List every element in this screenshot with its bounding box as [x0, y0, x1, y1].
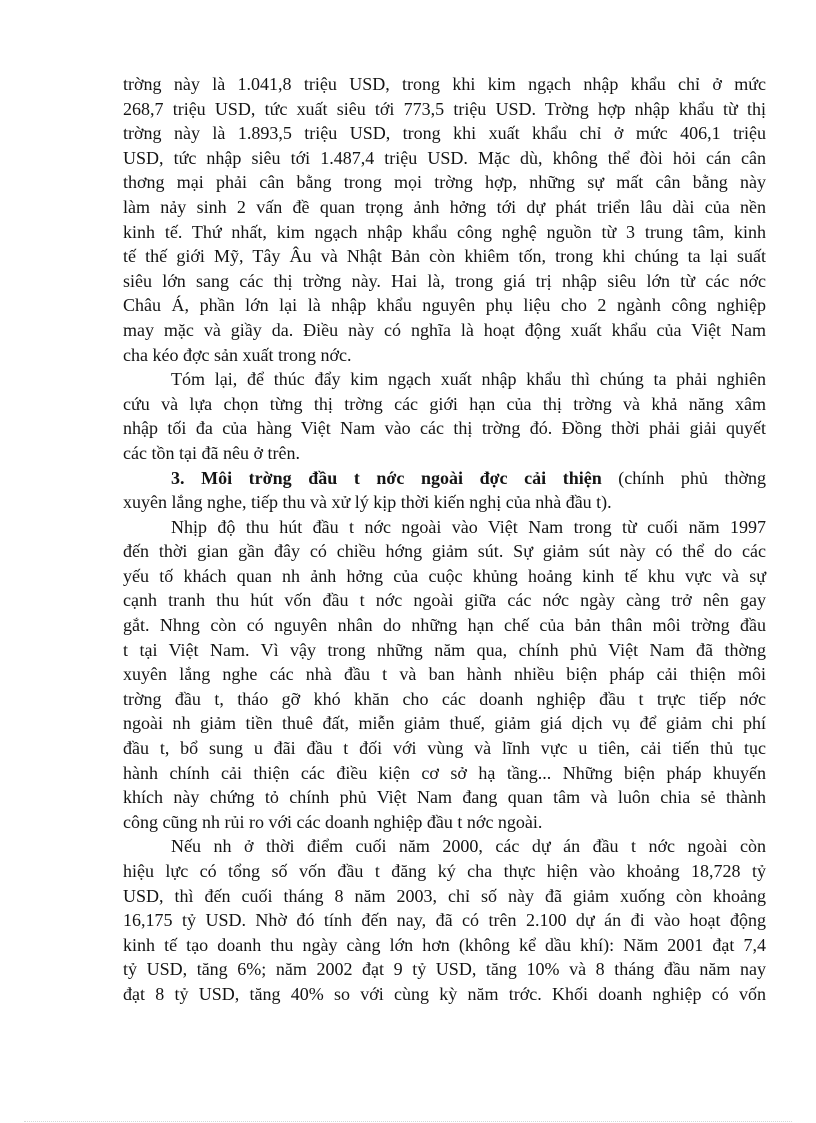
text-line: yếu tố khách quan nh ảnh hởng của cuộc khủng hoảng kinh tế khu vực và sự	[123, 565, 766, 586]
text-line: thơng mại phải cân bằng trong mọi trờng hợp, những sự mất cân bằng này	[123, 172, 766, 193]
text-line: may mặc và giầy da. Điều này có nghĩa là hoạt động xuất khẩu của Việt Nam	[123, 319, 766, 340]
text-line: tỷ USD, tăng 6%; năm 2002 đạt 9 tỷ USD, tăng 10% và 8 tháng đầu năm nay	[123, 959, 766, 980]
text-line: kinh tế tạo doanh thu ngày càng lớn hơn (không kể dầu khí): Năm 2001 đạt 7,4	[123, 934, 766, 955]
paragraph-summary	[123, 367, 766, 465]
page-bottom-rule	[24, 1121, 792, 1122]
text-line: cứu và lựa chọn từng thị trờng các giới hạn của thị trờng và khả năng xâm	[123, 393, 766, 414]
text-line: gắt. Nhng còn có nguyên nhân do những hạn chế của bản thân môi trờng đầu	[123, 615, 766, 636]
text-line: Tóm lại, để thúc đẩy kim ngạch xuất nhập khẩu thì chúng ta phải nghiên	[171, 369, 766, 390]
text-line: kinh tế. Thứ nhất, kim ngạch nhập khẩu công nghệ nguồn từ 3 trung tâm, kinh	[123, 221, 766, 242]
text-line: 268,7 triệu USD, tức xuất siêu tới 773,5 triệu USD. Trờng hợp nhập khẩu từ thị	[123, 98, 766, 119]
document-page	[123, 72, 766, 1007]
text-line: cha kéo đợc sản xuất trong nớc.	[123, 344, 352, 365]
text-line: khích này chứng tỏ chính phủ Việt Nam đang quan tâm và luôn chia sẻ thành	[123, 787, 766, 808]
text-line: làm nảy sinh 2 vấn đề quan trọng ảnh hởng tới dự phát triển lâu dài của nền	[123, 196, 766, 217]
text-line: Châu Á, phần lớn lại là nhập khẩu nguyên phụ liệu cho 2 ngành công nghiệp	[123, 295, 766, 316]
text-line: xuyên lắng nghe các nhà đầu t và ban hành nhiều biện pháp cải thiện môi	[123, 664, 766, 685]
text-line: USD, thì đến cuối tháng 8 năm 2003, chỉ số này đã giảm xuống còn khoảng	[123, 885, 766, 906]
text-line: hành chính cải thiện các điều kiện cơ sở hạ tầng... Những biện pháp khuyến	[123, 762, 766, 783]
text-line: Nhịp độ thu hút đầu t nớc ngoài vào Việt Nam trong từ cuối năm 1997	[171, 516, 766, 537]
paragraph-fdi-results	[123, 834, 766, 1006]
paragraph-trade-balance	[123, 72, 766, 367]
text-line: 16,175 tỷ USD. Nhờ đó tính đến nay, đã có trên 2.100 dự án đi vào hoạt động	[123, 910, 766, 931]
text-line: đạt 8 tỷ USD, tăng 40% so với cùng kỳ năm trớc. Khối doanh nghiệp có vốn	[123, 983, 766, 1004]
text-line: trờng đầu t, tháo gỡ khó khăn cho các doanh nghiệp đầu t trực tiếp nớc	[123, 688, 766, 709]
text-line: ngoài nh giảm tiền thuê đất, miễn giảm thuế, giảm giá dịch vụ để giảm chi phí	[123, 713, 766, 734]
text-line: xuyên lắng nghe, tiếp thu và xử lý kịp thời kiến nghị của nhà đầu t).	[123, 492, 612, 513]
heading-remark: (chính phủ thờng	[601, 467, 766, 488]
text-line: trờng này là 1.041,8 triệu USD, trong khi kim ngạch nhập khẩu chỉ ở mức	[123, 74, 766, 94]
text-line: Nếu nh ở thời điểm cuối năm 2000, các dự án đầu t nớc ngoài còn	[171, 836, 766, 857]
text-line: đầu t, bổ sung u đãi đầu t đối với vùng và lĩnh vực u tiên, cải tiến thủ tục	[123, 738, 766, 759]
text-line: siêu lớn sang các thị trờng này. Hai là, trong giá trị nhập siêu lớn từ các nớc	[123, 270, 766, 291]
text-line: công cũng nh rủi ro với các doanh nghiệp đầu t nớc ngoài.	[123, 811, 543, 832]
section-investment-environment	[123, 466, 766, 515]
text-line: t tại Việt Nam. Vì vậy trong những năm qua, chính phủ Việt Nam đã thờng	[123, 639, 766, 660]
text-line	[123, 466, 766, 491]
section-heading: 3. Môi trờng đầu t nớc ngoài đợc cải thiện	[171, 467, 602, 488]
text-line: cạnh tranh thu hút vốn đầu t nớc ngoài giữa các nớc ngày càng trở nên gay	[123, 590, 766, 611]
text-line: tế thế giới Mỹ, Tây Âu và Nhật Bản còn khiêm tốn, trong khi chúng ta lại suất	[123, 246, 766, 267]
paragraph-fdi-pace	[123, 515, 766, 835]
text-line: USD, tức nhập siêu tới 1.487,4 triệu USD. Mặc dù, không thể đòi hỏi cán cân	[123, 147, 766, 168]
text-line: hiệu lực có tổng số vốn đầu t đăng ký cha thực hiện vào khoảng 18,728 tỷ	[123, 861, 766, 881]
text-line: trờng này là 1.893,5 triệu USD, trong khi xuất khẩu chỉ ở mức 406,1 triệu	[123, 123, 766, 144]
text-line: đến thời gian gần đây có chiều hớng giảm sút. Sự giảm sút này có thể do các	[123, 541, 766, 562]
text-line: nhập tối đa của hàng Việt Nam vào các thị trờng đó. Đồng thời phải giải quyết	[123, 418, 766, 439]
text-line: các tồn tại đã nêu ở trên.	[123, 442, 300, 463]
